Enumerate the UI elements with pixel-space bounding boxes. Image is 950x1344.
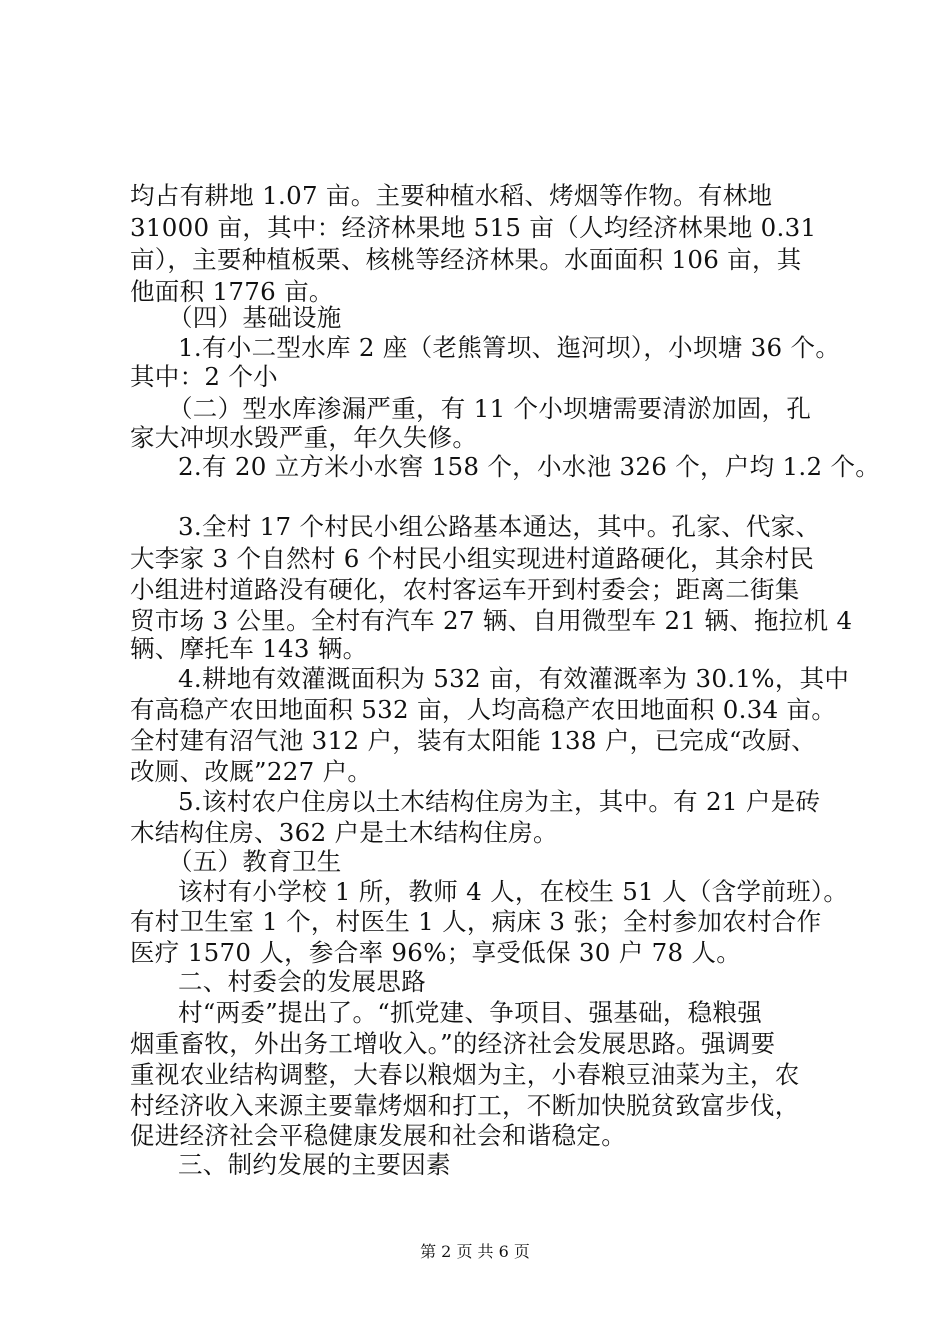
text-line: 均占有耕地 1.07 亩。主要种植水稻、烤烟等作物。有林地 <box>130 181 773 210</box>
text-line: 重视农业结构调整，大春以粮烟为主，小春粮豆油菜为主，农 <box>130 1060 800 1089</box>
text-line: 全村建有沼气池 312 户，装有太阳能 138 户，已完成“改厨、 <box>130 726 817 755</box>
text-line: 村经济收入来源主要靠烤烟和打工，不断加快脱贫致富步伐， <box>130 1091 800 1120</box>
section-heading: （五）教育卫生 <box>168 847 342 876</box>
section-heading: 三、制约发展的主要因素 <box>178 1150 451 1179</box>
text-line: 烟重畜牧，外出务工增收入。”的经济社会发展思路。强调要 <box>130 1029 776 1058</box>
text-line: 医疗 1570 人，参合率 96%；享受低保 30 户 78 人。 <box>130 938 742 967</box>
text-line: （二）型水库渗漏严重，有 11 个小坝塘需要清淤加固，孔 <box>168 394 812 423</box>
text-line: 3.全村 17 个村民小组公路基本通达，其中。孔家、代家、 <box>178 512 821 541</box>
text-line: 4.耕地有效灌溉面积为 532 亩，有效灌溉率为 30.1%，其中 <box>178 664 850 693</box>
text-line: 该村有小学校 1 所，教师 4 人，在校生 51 人（含学前班）。 <box>178 877 849 906</box>
text-line: 31000 亩，其中：经济林果地 515 亩（人均经济林果地 0.31 <box>130 213 817 242</box>
text-line: 他面积 1776 亩。 <box>130 277 334 306</box>
page-number-footer: 第 2 页 共 6 页 <box>420 1242 530 1261</box>
text-line: 贸市场 3 公里。全村有汽车 27 辆、自用微型车 21 辆、拖拉机 4 <box>130 606 853 635</box>
text-line: 其中：2 个小 <box>130 362 278 391</box>
text-line: 5.该村农户住房以土木结构住房为主，其中。有 21 户是砖 <box>178 787 821 816</box>
text-line: 村“两委”提出了。“抓党建、争项目、强基础，稳粮强 <box>178 998 763 1027</box>
text-line: 大李家 3 个自然村 6 个村民小组实现进村道路硬化，其余村民 <box>130 544 815 573</box>
text-line: 辆、摩托车 143 辆。 <box>130 634 368 663</box>
section-heading: （四）基础设施 <box>168 303 342 332</box>
text-line: 亩），主要种植板栗、核桃等经济林果。水面面积 106 亩，其 <box>130 245 802 274</box>
text-line: 改厕、改厩”227 户。 <box>130 757 373 786</box>
text-line: 促进经济社会平稳健康发展和社会和谐稳定。 <box>130 1121 626 1150</box>
text-line: 有高稳产农田地面积 532 亩，人均高稳产农田地面积 0.34 亩。 <box>130 695 837 724</box>
text-line: 木结构住房、362 户是土木结构住房。 <box>130 818 558 847</box>
text-line: 小组进村道路没有硬化，农村客运车开到村委会；距离二街集 <box>130 575 800 604</box>
section-heading: 二、村委会的发展思路 <box>178 967 426 996</box>
text-line: 家大冲坝水毁严重，年久失修。 <box>130 423 478 452</box>
text-line: 有村卫生室 1 个，村医生 1 人，病床 3 张；全村参加农村合作 <box>130 907 822 936</box>
text-line: 1.有小二型水库 2 座（老熊箐坝、迤河坝），小坝塘 36 个。 <box>178 333 841 362</box>
text-line: 2.有 20 立方米小水窖 158 个，小水池 326 个，户均 1.2 个。 <box>178 452 881 481</box>
